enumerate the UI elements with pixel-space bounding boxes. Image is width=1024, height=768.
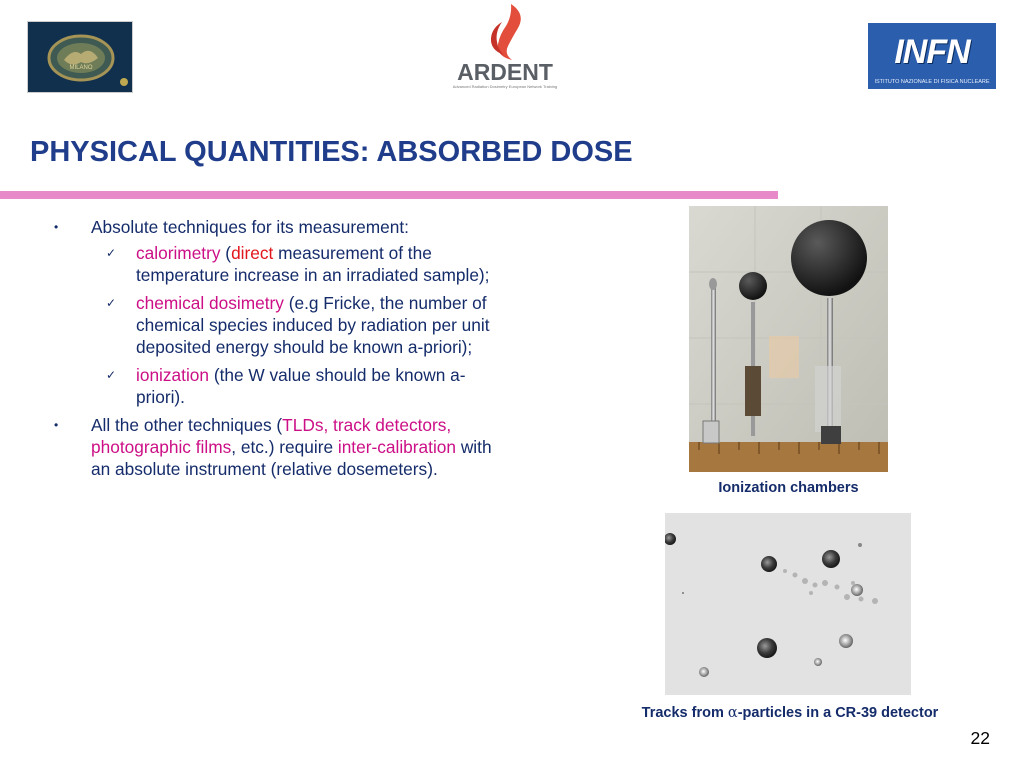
title-divider xyxy=(0,191,778,199)
term-ionization: ionization xyxy=(136,365,210,385)
alpha-symbol: α xyxy=(727,705,738,721)
caption-tracks-post: -particles in a CR-39 detector xyxy=(737,705,939,721)
slide-title: PHYSICAL QUANTITIES: ABSORBED DOSE xyxy=(30,136,633,168)
term-relative-detectors: TLDs, track detectors, photographic films xyxy=(91,415,452,457)
cr39-tracks-caption xyxy=(560,705,1020,721)
term-chemical-dosimetry: chemical dosimetry xyxy=(136,293,284,313)
bullet-dot-icon: • xyxy=(54,418,59,432)
bullet-absolute-techniques xyxy=(54,216,494,238)
ionization-chambers-caption: Ionization chambers xyxy=(718,480,859,496)
checkmark-icon: ✓ xyxy=(106,296,117,310)
cr39-tracks-photo xyxy=(665,513,911,695)
term-calorimetry: calorimetry xyxy=(136,243,221,263)
sub-bullet-calorimetry xyxy=(54,242,494,286)
bullet-text-rest: with an absolute instrument (relative dosemeters). xyxy=(91,437,492,479)
term-direct: direct xyxy=(231,243,274,263)
ardent-logo-subtitle: Advanced Radiation Dosimetry European Network Training xyxy=(452,84,558,89)
ardent-logo xyxy=(440,0,570,92)
bullet-dot-icon: • xyxy=(54,220,59,234)
infn-logo-wordmark: INFN xyxy=(894,33,970,71)
bullet-other-techniques xyxy=(54,414,494,480)
slide-body xyxy=(54,216,494,484)
sub-bullet-text-open: ( xyxy=(220,243,232,263)
infn-logo xyxy=(868,23,996,89)
caption-tracks-pre: Tracks from xyxy=(641,705,728,721)
university-milano-logo xyxy=(27,21,133,93)
term-inter-calibration: inter-calibration xyxy=(337,437,457,457)
sub-bullet-text: (the W value should be known a-priori). xyxy=(136,365,466,407)
checkmark-icon: ✓ xyxy=(106,368,117,382)
sub-bullet-text: (e.g Fricke, the number of chemical species induced by radiation per unit deposited energy should be known a-priori); xyxy=(136,293,490,357)
milano-logo-text: MILANO xyxy=(69,65,93,71)
checkmark-icon: ✓ xyxy=(106,246,117,260)
sub-bullet-list xyxy=(54,242,494,408)
sub-bullet-ionization xyxy=(54,364,494,408)
ardent-logo-wordmark: ARDENT xyxy=(457,59,553,85)
bullet-text-mid: , etc.) require xyxy=(231,437,338,457)
page-number: 22 xyxy=(970,728,990,748)
sub-bullet-text: measurement of the temperature increase in an irradiated sample); xyxy=(136,243,490,285)
sub-bullet-chemical-dosimetry xyxy=(54,292,494,358)
infn-logo-subtitle: ISTITUTO NAZIONALE DI FISICA NUCLEARE xyxy=(874,79,990,85)
bullet-text-pre: All the other techniques ( xyxy=(91,415,283,435)
bullet-text: Absolute techniques for its measurement: xyxy=(91,217,409,237)
ionization-chambers-photo xyxy=(689,206,888,472)
